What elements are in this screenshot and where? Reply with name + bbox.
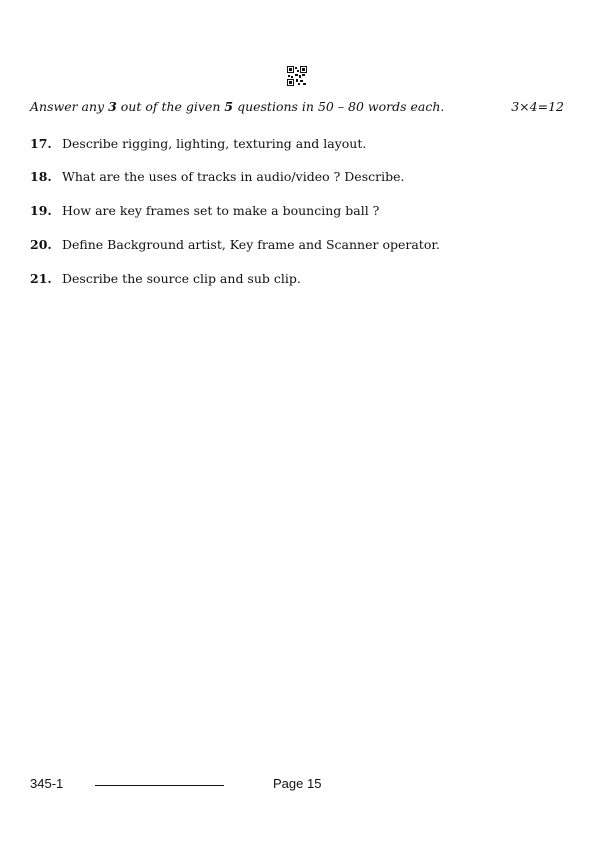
page-number: Page 15 [273, 776, 322, 791]
footer-divider [95, 785, 224, 786]
instruction-total: 5 [224, 99, 234, 114]
question-text: Define Background artist, Key frame and Scanner operator. [62, 237, 440, 252]
question-number: 21. [30, 271, 52, 286]
qr-code-icon [287, 66, 307, 86]
instruction-prefix: Answer any [30, 99, 109, 114]
question-text: Describe rigging, lighting, texturing and layout. [62, 136, 367, 151]
question-number: 20. [30, 237, 52, 252]
question-number: 18. [30, 169, 52, 184]
question-text: What are the uses of tracks in audio/video ? Describe. [62, 169, 405, 184]
question-number: 17. [30, 136, 52, 151]
paper-code: 345-1 [30, 776, 64, 791]
instruction-count: 3 [108, 99, 117, 114]
instruction-suffix: questions in 50 – 80 words each. [233, 99, 445, 114]
section-instruction [30, 99, 565, 114]
question-text: How are key frames set to make a bouncing ball ? [62, 203, 380, 218]
question-text: Describe the source clip and sub clip. [62, 271, 301, 286]
instruction-middle: out of the given [116, 99, 225, 114]
question-number: 19. [30, 203, 52, 218]
section-marks: 3×4=12 [511, 99, 564, 114]
